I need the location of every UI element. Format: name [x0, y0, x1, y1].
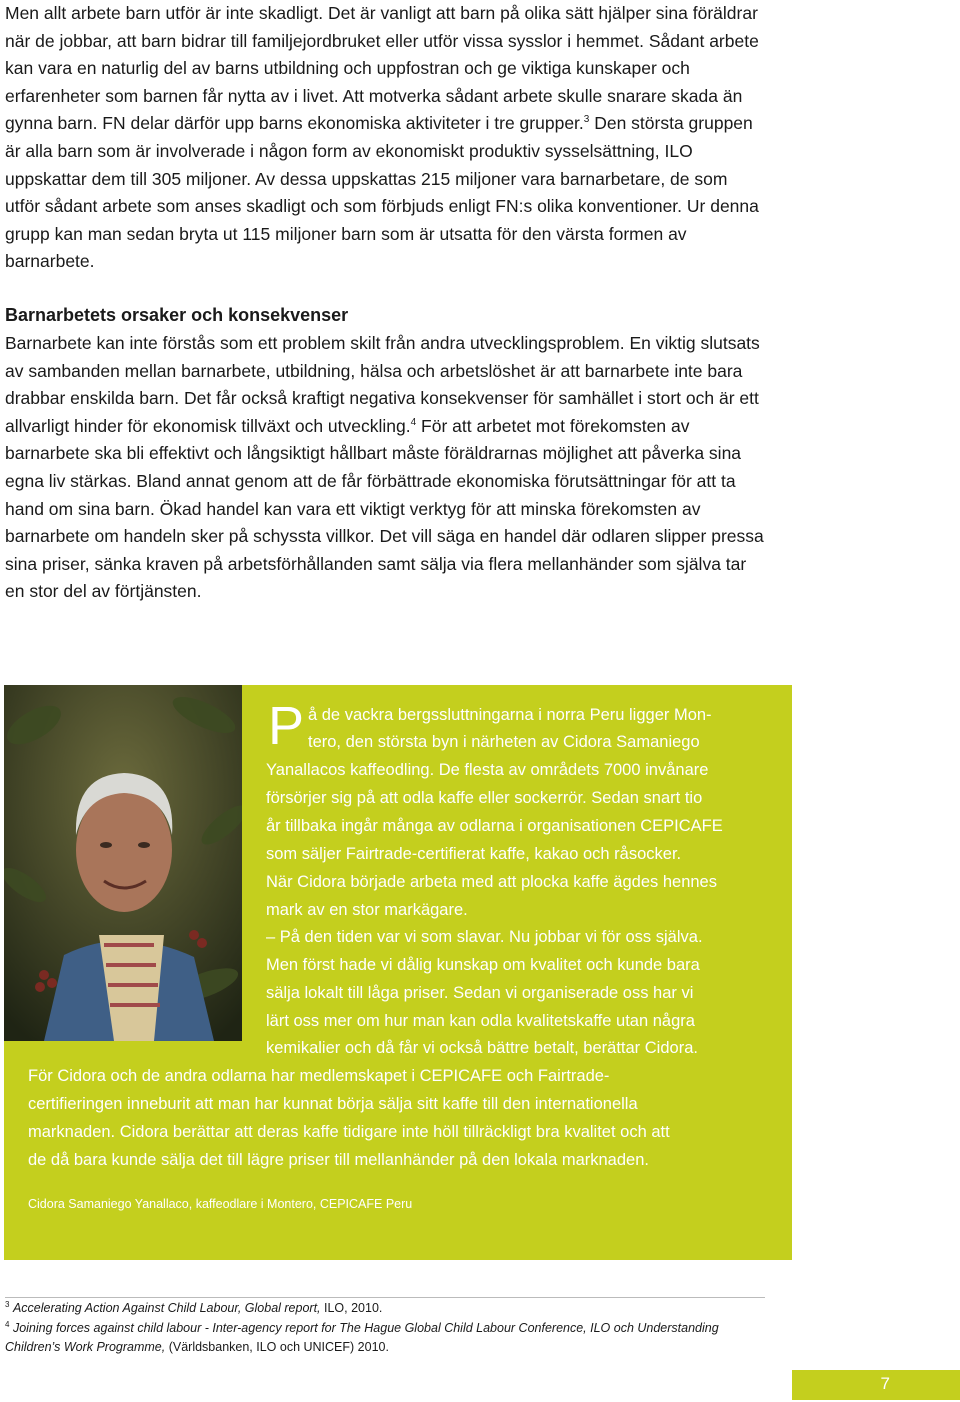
intro-paragraph	[5, 0, 765, 276]
feature-box	[4, 685, 792, 1260]
farmer-photo-illustration	[4, 685, 242, 1041]
feature-line: å de vackra bergssluttningarna i norra Peru ligger Mon-	[308, 706, 712, 724]
feature-line: För Cidora och de andra odlarna har medlemskapet i CEPICAFE och Fairtrade-	[28, 1067, 610, 1085]
feature-line: Yanallacos kaffeodling. De flesta av områdets 7000 invånare	[266, 761, 709, 779]
footnote-title: Joining forces against child labour - Inter-agency report for The Hague Global Child Labour Conference, ILO och Understanding Children’s Work Programme,	[5, 1321, 719, 1354]
footnote-ref-3[interactable]: 3	[583, 114, 590, 126]
footnote-number: 3	[5, 1299, 10, 1309]
page-number: 7	[880, 1374, 890, 1393]
footnote-ref-4[interactable]: 4	[410, 416, 417, 428]
feature-line: certifieringen inneburit att man har kunnat börja sälja sitt kaffe till den internationella	[28, 1095, 638, 1113]
feature-line: som säljer Fairtrade-certifierat kaffe, kakao och råsocker.	[266, 845, 682, 863]
footnote-title: Accelerating Action Against Child Labour, Global report,	[12, 1301, 321, 1315]
intro-text-2: Den största gruppen är alla barn som är involverade i någon form av ekonomiskt produktiv sysselsättning, ILO uppskattar dem till 305 miljoner. Av dessa uppskattas 215 miljoner vara barnarbetare, de som utför sådant arbete som anses skadligt och som förbjuds enligt FN:s olika konventioner. Ur denna grupp kan man sedan bryta ut 115 miljoner barn som är utsatta för den värsta formen av barnarbete.	[5, 113, 759, 272]
section-text-2: För att arbetet mot förekomsten av barnarbete ska bli effektivt och långsiktigt hållbart måste föräldrarnas möjlighet att påverka sina egna liv stärkas. Bland annat genom att de får förbättrade ekonomiska förutsättningar för att ta hand om sina barn. Ökad handel kan vara ett viktigt verktyg för att minska förekomsten av barnarbete om handeln sker på schyssta villkor. Det vill säga en handel där odlaren slipper pressa sina priser, sänka kraven på arbetsförhållanden samt sälja via flera mellanhänder som själva tar en stor del av förtjänsten.	[5, 415, 764, 602]
footnote-source: (Världsbanken, ILO och UNICEF) 2010.	[165, 1340, 389, 1354]
page-number-tab	[792, 1370, 960, 1400]
footnote-4	[5, 1319, 765, 1357]
feature-line: försörjer sig på att odla kaffe eller sockerrör. Sedan snart tio	[266, 789, 703, 807]
footnote-number: 4	[5, 1319, 10, 1329]
feature-line: de då bara kunde sälja det till lägre priser till mellanhänder på den lokala marknaden.	[28, 1151, 649, 1169]
feature-line: När Cidora började arbeta med att plocka kaffe ägdes hennes	[266, 873, 717, 891]
footnote-divider	[5, 1297, 765, 1298]
feature-line: mark av en stor markägare.	[266, 901, 468, 919]
section-heading: Barnarbetets orsaker och konsekvenser	[5, 305, 349, 325]
footnote-source: ILO, 2010.	[320, 1301, 383, 1315]
intro-text-1: Men allt arbete barn utför är inte skadligt. Det är vanligt att barn på olika sätt hjälper sina föräldrar när de jobbar, att barn bidrar till familjejordbruket eller utför vissa sysslor i hemmet. Sådant arbete kan vara en naturlig del av barns utbildning och uppfostran och ge viktiga kunskaper och erfarenheter som barnen får nytta av i livet. Att motverka sådant arbete skulle snarare skada än gynna barn. FN delar därför upp barns ekonomiska aktiviteter i tre grupper.	[5, 3, 759, 134]
feature-line: sälja lokalt till låga priser. Sedan vi organiserade oss har vi	[266, 984, 694, 1002]
footnote-3	[5, 1299, 765, 1318]
feature-line: tero, den största byn i närheten av Cidora Samaniego	[308, 733, 700, 751]
feature-line: år tillbaka ingår många av odlarna i organisationen CEPICAFE	[266, 817, 723, 835]
feature-line: Men först hade vi dålig kunskap om kvalitet och kunde bara	[266, 956, 700, 974]
section-paragraph	[5, 330, 765, 606]
photo-caption: Cidora Samaniego Yanallaco, kaffeodlare i Montero, CEPICAFE Peru	[28, 1197, 413, 1211]
drop-cap: P	[268, 696, 305, 756]
feature-line: marknaden. Cidora berättar att deras kaffe tidigare inte höll tillräckligt bra kvalitet och att	[28, 1123, 670, 1141]
farmer-photo	[4, 685, 242, 1041]
section-text-1: Barnarbete kan inte förstås som ett problem skilt från andra utvecklingsproblem. En viktig slutsats av sambanden mellan barnarbete, utbildning, hälsa och arbetslöshet är att barnarbete inte bara drabbar enskilda barn. Det får också kraftigt negativa konsekvenser för samhället i stort och är ett allvarligt hinder för ekonomisk tillväxt och utveckling.	[5, 333, 760, 436]
feature-line: lärt oss mer om hur man kan odla kvalitetskaffe utan några	[266, 1012, 695, 1030]
feature-line: kemikalier och då får vi också bättre betalt, berättar Cidora.	[266, 1039, 698, 1057]
feature-line: – På den tiden var vi som slavar. Nu jobbar vi för oss själva.	[266, 928, 703, 946]
